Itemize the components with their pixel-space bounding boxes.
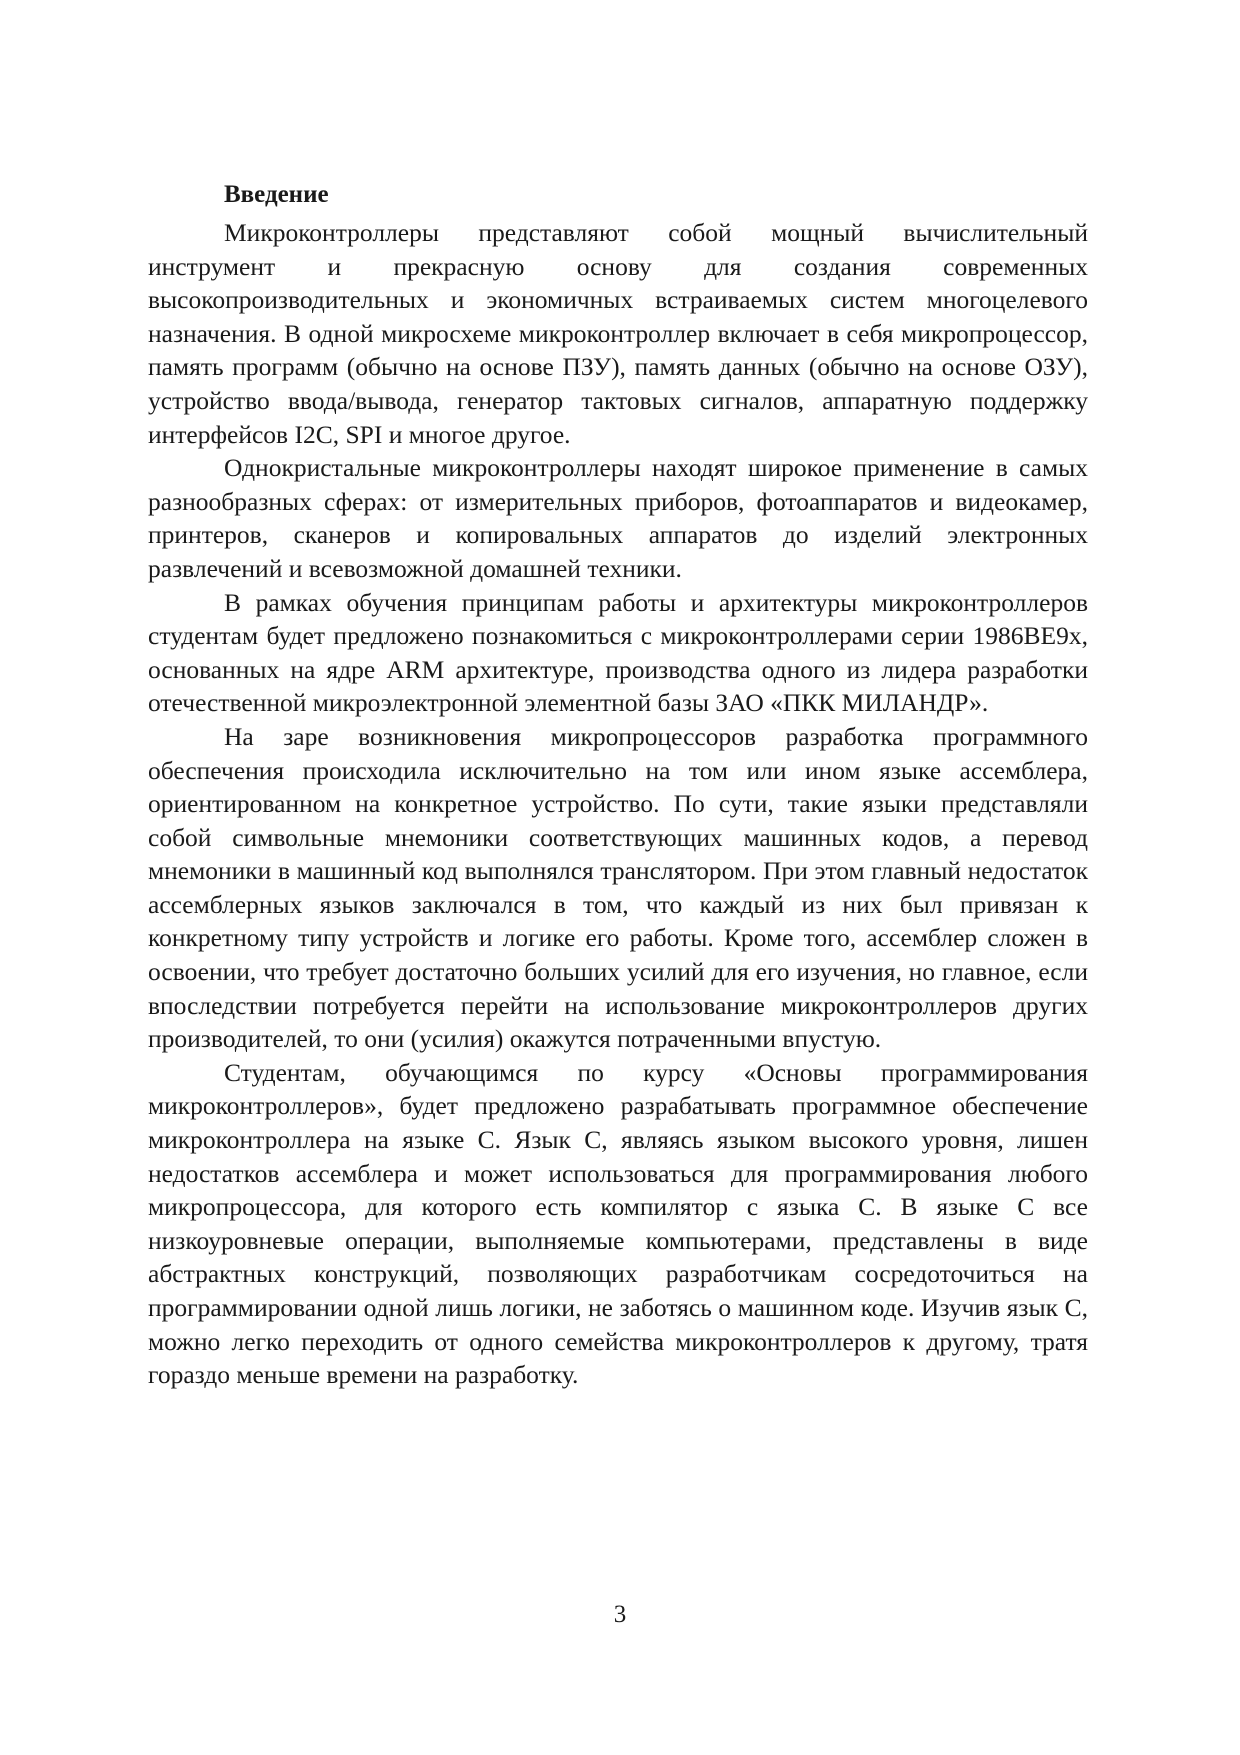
paragraph-assembler: На заре возникновения микропроцессоров разработка программного обеспечения происходила исключительно на том или ином языке ассемблера, ориентированном на конкретное устройство. По сути, такие языки представляли собой символьные мнемоники соответствующих машинных кодов, а перевод мнемоники в машинный код выполнялся транслятором. При этом главный недостаток ассемблерных языков заключался в том, что каждый из них был привязан к конкретному типу устройств и логике его работы. Кроме того, ассемблер сложен в освоении, что требует достаточно больших усилий для его изучения, но главное, если впоследствии потребуется перейти на использование микроконтроллеров других производителей, то они (усилия) окажутся потраченными впустую. xyxy=(148,721,1088,1054)
paragraph-c-language: Студентам, обучающимся по курсу «Основы программирования микроконтроллеров», будет предложено разрабатывать программное обеспечение микроконтроллера на языке С. Язык С, являясь языком высокого уровня, лишен недостатков ассемблера и может использоваться для программирования любого микропроцессора, для которого есть компилятор с языка С. В языке С все низкоуровневые операции, выполняемые компьютерами, представлены в виде абстрактных конструкций, позволяющих разработчикам сосредоточиться на программировании одной лишь логики, не заботясь о машинном коде. Изучив язык С, можно легко переходить от одного семейства микроконтроллеров к другому, тратя гораздо меньше времени на разработку. xyxy=(148,1057,1088,1390)
paragraph-applications: Однокристальные микроконтроллеры находят широкое применение в самых разнообразных сферах: от измерительных приборов, фотоаппаратов и видеокамер, принтеров, сканеров и копировальных аппаратов до изделий электронных развлечений и всевозможной домашней техники. xyxy=(148,453,1088,583)
paragraph-intro: Микроконтроллеры представляют собой мощный вычислительный инструмент и прекрасную основу для создания современных высокопроизводительных и экономичных встраиваемых систем многоцелевого назначения. В одной микросхеме микроконтроллер включает в себя микропроцессор, память программ (обычно на основе ПЗУ), память данных (обычно на основе ОЗУ), устройство ввода/вывода, генератор тактовых сигналов, аппаратную поддержку интерфейсов I2C, SPI и многое другое. xyxy=(148,218,1088,449)
section-heading: Введение xyxy=(224,181,329,208)
page-number: 3 xyxy=(613,1601,627,1628)
document-page xyxy=(148,178,1088,1392)
paragraph-milandr: В рамках обучения принципам работы и архитектуры микроконтроллеров студентам будет предложено познакомиться с микроконтроллерами серии 1986ВЕ9х, основанных на ядре ARM архитектуре, производства одного из лидера разработки отечественной микроэлектронной элементной базы ЗАО «ПКК МИЛАНДР». xyxy=(148,587,1088,718)
